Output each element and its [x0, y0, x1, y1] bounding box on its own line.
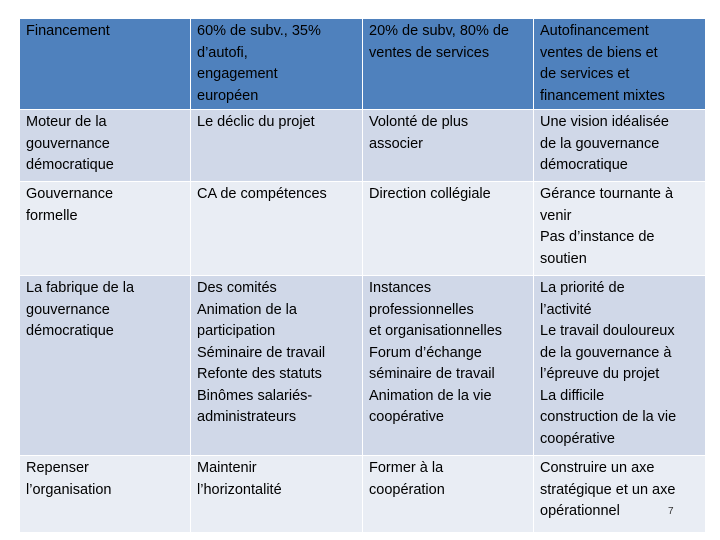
table-row: [20, 456, 706, 533]
table-cell: Instances professionnelles et organisationnelles Forum d’échange séminaire de travail Animation de la vie coopérative: [363, 276, 534, 456]
table-row: [20, 19, 706, 110]
table-cell: Des comités Animation de la participation Séminaire de travail Refonte des statuts Binômes salariés- administrateurs: [191, 276, 363, 456]
table-cell: La fabrique de la gouvernance démocratique: [20, 276, 191, 456]
table-row: [20, 110, 706, 182]
table-cell: 20% de subv, 80% de ventes de services: [363, 19, 534, 110]
table-cell: Direction collégiale: [363, 182, 534, 276]
table-cell: Financement: [20, 19, 191, 110]
table-cell: Gouvernance formelle: [20, 182, 191, 276]
comparison-table: [19, 18, 706, 533]
table-cell: CA de compétences: [191, 182, 363, 276]
table-cell: Gérance tournante à venir Pas d’instance de soutien: [534, 182, 706, 276]
table-cell: Maintenir l’horizontalité: [191, 456, 363, 533]
table-cell: 60% de subv., 35% d’autofi, engagement européen: [191, 19, 363, 110]
page-number: 7: [668, 506, 674, 517]
table-cell: Autofinancement ventes de biens et de services et financement mixtes: [534, 19, 706, 110]
table-row: [20, 276, 706, 456]
table-cell: Volonté de plus associer: [363, 110, 534, 182]
table-cell: Former à la coopération: [363, 456, 534, 533]
table-cell: Une vision idéalisée de la gouvernance démocratique: [534, 110, 706, 182]
table-cell: Repenser l’organisation: [20, 456, 191, 533]
table-cell: Moteur de la gouvernance démocratique: [20, 110, 191, 182]
table-cell: La priorité de l’activité Le travail douloureux de la gouvernance à l’épreuve du projet La difficile construction de la vie coopérative: [534, 276, 706, 456]
table-cell: Construire un axe stratégique et un axe opérationnel: [534, 456, 706, 533]
table-row: [20, 182, 706, 276]
table-cell: Le déclic du projet: [191, 110, 363, 182]
